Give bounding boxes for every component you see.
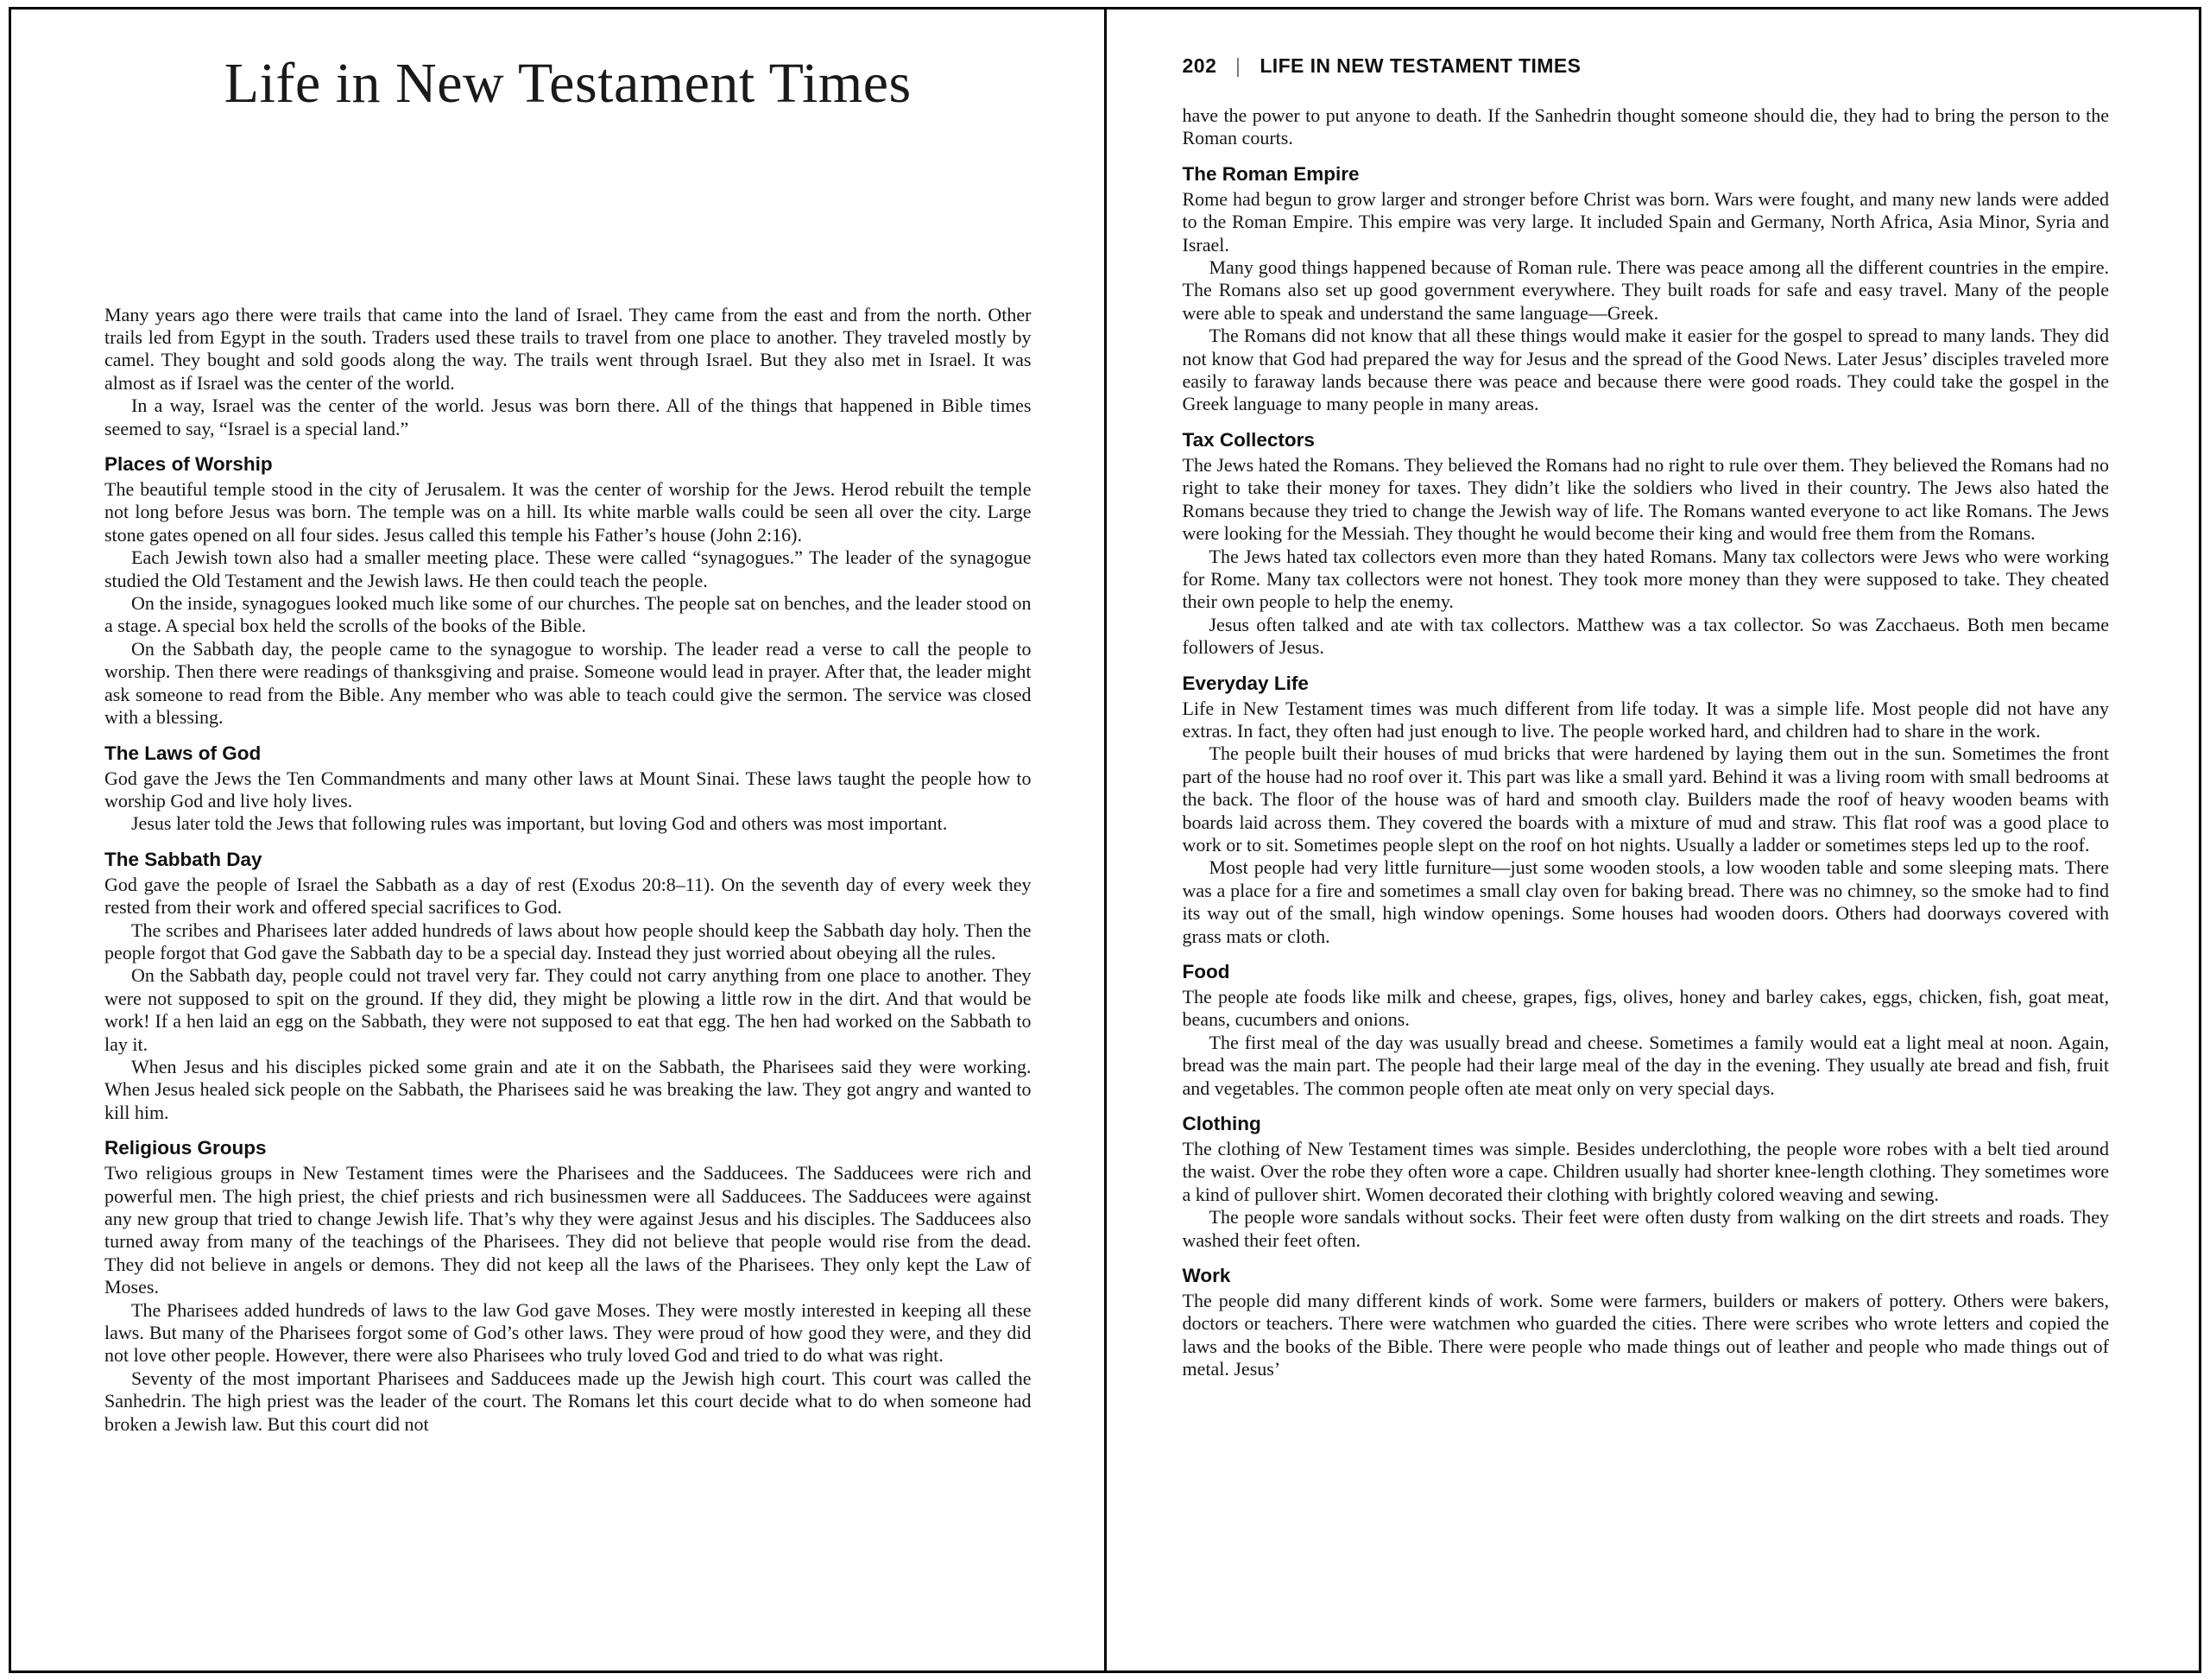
page-title: Life in New Testament Times <box>224 52 912 115</box>
paragraph: have the power to put anyone to death. If the Sanhedrin thought someone should die, they had to bring the person to the Roman courts. <box>1182 104 2109 149</box>
paragraph: Most people had very little furniture—just some wooden stools, a low wooden table and some sleeping mats. There was a place for a fire and sometimes a small clay oven for baking bread. There was no chimney, so the smoke had to find its way out of the small, high window openings. Some houses had wooden doors. Others had doorways covered with grass mats or cloth. <box>1182 856 2109 947</box>
paragraph: Seventy of the most important Pharisees and Sadducees made up the Jewish high court. This court was called the Sanhedrin. The high priest was the leader of the court. The Romans let this court decide what to do when someone had broken a Jewish law. But this court did not <box>104 1367 1032 1435</box>
book-spread <box>9 7 2201 1673</box>
paragraph: Many years ago there were trails that came into the land of Israel. They came from the east and from the north. Other trails led from Egypt in the south. Traders used these trails to travel from one place to another. They traveled mostly by camel. They bought and sold goods along the way. The trails went through Israel. But they also met in Israel. It was almost as if Israel was the center of the world. <box>104 303 1032 394</box>
paragraph: Jesus later told the Jews that following rules was important, but loving God and others was most important. <box>131 812 948 835</box>
article-section <box>104 452 1032 729</box>
paragraph: God gave the Jews the Ten Commandments and many other laws at Mount Sinai. These laws taught the people how to worship God and live holy lives. <box>104 767 1032 812</box>
paragraph: The Pharisees added hundreds of laws to the law God gave Moses. They were mostly interested in keeping all these laws. But many of the Pharisees forgot some of God’s other laws. They were proud of how good they were, and they did not love other people. However, there were also Pharisees who truly loved God and tried to do what was right. <box>104 1298 1032 1367</box>
article-section <box>104 1136 1032 1436</box>
paragraph: On the inside, synagogues looked much like some of our churches. The people sat on benches, and the leader stood on a stage. A special box held the scrolls of the books of the Bible. <box>104 592 1032 637</box>
section-heading: Clothing <box>1182 1113 1261 1135</box>
article-section <box>1183 1112 2110 1252</box>
left-article-body <box>104 304 1032 1436</box>
paragraph: The people wore sandals without socks. Their feet were often dusty from walking on the dirt streets and roads. They washed their feet often. <box>1182 1206 2109 1251</box>
paragraph: Two religious groups in New Testament times were the Pharisees and the Sadducees. The Sadducees were rich and powerful men. The high priest, the chief priests and rich businessmen were all Sadducees. The Sadducees were against any new group that tried to change Jewish life. That’s why they were against Jesus and his disciples. The Sadducees also turned away from many of the teachings of the Pharisees. They did not believe that people would rise from the dead. They did not believe in angels or demons. They did not keep all the laws of the Pharisees. They only kept the Law of Moses. <box>104 1162 1032 1298</box>
section-heading: Work <box>1182 1265 1231 1287</box>
paragraph: On the Sabbath day, people could not travel very far. They could not carry anything from one place to another. They were not supposed to spit on the ground. If they did, they might be plowing a little row in the dirt. And that would be work! If a hen laid an egg on the Sabbath, they were not supposed to eat that egg. The hen had worked on the Sabbath to lay it. <box>104 964 1032 1055</box>
article-section <box>1183 162 2110 416</box>
page-number: 202 <box>1182 54 1217 77</box>
section-heading: Food <box>1182 961 1230 982</box>
article-section <box>1183 960 2110 1100</box>
section-heading: Places of Worship <box>104 453 273 476</box>
section-heading: Everyday Life <box>1182 672 1309 694</box>
paragraph: Many good things happened because of Roman rule. There was peace among all the different countries in the empire. The Romans also set up good government everywhere. They built roads for safe and easy travel. Many of the people were able to speak and understand the same language—Greek. <box>1182 256 2109 324</box>
page-left <box>11 9 1104 1671</box>
paragraph: The scribes and Pharisees later added hundreds of laws about how people should keep the Sabbath day holy. Then the people forgot that God gave the Sabbath day to be a special day. Instead they just worried about obeying all the rules. <box>104 919 1032 963</box>
paragraph: Jesus often talked and ate with tax collectors. Matthew was a tax collector. So was Zacchaeus. Both men became followers of Jesus. <box>1182 613 2109 659</box>
paragraph: The Romans did not know that all these things would make it easier for the gospel to spread to many lands. They did not know that God had prepared the way for Jesus and the spread of the Good News. Later Jesus’ disciples traveled more easily to faraway lands because there was peace and because there were good roads. They could take the gospel in the Greek language to many people in many areas. <box>1182 325 2109 415</box>
article-section <box>1183 672 2110 948</box>
header-separator: | <box>1236 54 1241 77</box>
paragraph: The people built their houses of mud bricks that were hardened by laying them out in the sun. Sometimes the front part of the house had no roof over it. This part was like a small yard. Behind it was a living room with small bedrooms at the back. The floor of the house was of hard and smooth clay. Builders made the roof of heavy wooden beams with boards laid across them. They covered the boards with a mixture of mud and straw. This flat roof was a good place to work or to sit. Sometimes people slept on the roof on hot nights. Usually a ladder or sometimes steps led up to the roof. <box>1182 742 2109 856</box>
paragraph: The people did many different kinds of work. Some were farmers, builders or makers of pottery. Others were bakers, doctors or teachers. There were watchmen who guarded the cities. There were scribes who wrote letters and copied the laws and the books of the Bible. There were people who made things out of leather and people who made things out of metal. Jesus’ <box>1182 1290 2109 1380</box>
paragraph: Rome had begun to grow larger and stronger before Christ was born. Wars were fought, and many new lands were added to the Roman Empire. This empire was very large. It included Spain and Germany, North Africa, Asia Minor, Syria and Israel. <box>1182 187 2109 256</box>
section-heading: The Laws of God <box>104 742 262 764</box>
section-heading: Tax Collectors <box>1182 428 1315 451</box>
running-header <box>1183 53 2110 79</box>
section-heading: The Roman Empire <box>1182 162 1360 185</box>
section-heading: Religious Groups <box>104 1137 267 1159</box>
paragraph: In a way, Israel was the center of the world. Jesus was born there. All of the things that happened in Bible times seemed to say, “Israel is a special land.” <box>104 395 1032 439</box>
article-section <box>104 742 1032 836</box>
paragraph: The beautiful temple stood in the city of Jerusalem. It was the center of worship for the Jews. Herod rebuilt the temple not long before Jesus was born. The temple was on a hill. Its white marble walls could be seen all over the city. Large stone gates opened on all four sides. Jesus called this temple his Father’s house (John 2:16). <box>104 478 1032 546</box>
article-section <box>104 848 1032 1124</box>
article-section <box>104 304 1032 440</box>
paragraph: Life in New Testament times was much different from life today. It was a simple life. Most people did not have any extras. In fact, they often had just enough to live. The people worked hard, and children had to share in the work. <box>1182 697 2109 742</box>
paragraph: The people ate foods like milk and cheese, grapes, figs, olives, honey and barley cakes, eggs, chicken, fish, goat meat, beans, cucumbers and onions. <box>1182 986 2109 1031</box>
article-section <box>1183 1264 2110 1381</box>
paragraph: The clothing of New Testament times was simple. Besides underclothing, the people wore robes with a belt tied around the waist. Over the robe they often wore a cape. Children usually had shorter knee-length clothing. They sometimes wore a kind of pullover shirt. Women decorated their clothing with brightly colored weaving and sewing. <box>1182 1138 2109 1205</box>
running-title: LIFE IN NEW TESTAMENT TIMES <box>1260 54 1582 77</box>
page-right <box>1107 9 2200 1671</box>
paragraph: The Jews hated tax collectors even more than they hated Romans. Many tax collectors were Jews who were working for Rome. Many tax collectors were not honest. They took more money than they were supposed to take. They cheated their own people to help the enemy. <box>1182 545 2109 613</box>
article-section <box>1183 428 2110 660</box>
right-article-body <box>1183 104 2110 1381</box>
section-heading: The Sabbath Day <box>104 848 262 870</box>
paragraph: The Jews hated the Romans. They believed the Romans had no right to rule over them. They believed the Romans had no right to take their money for taxes. They didn’t like the soldiers who lived in their country. The Jews also hated the Romans because they tried to change the Jewish way of life. The Romans wanted everyone to act like Romans. The Jews were looking for the Messiah. They thought he would become their king and would free them from the Romans. <box>1182 453 2109 545</box>
paragraph: Each Jewish town also had a smaller meeting place. These were called “synagogues.” The leader of the synagogue studied the Old Testament and the Jewish laws. He then could teach the people. <box>104 546 1032 591</box>
paragraph: God gave the people of Israel the Sabbath as a day of rest (Exodus 20:8–11). On the seventh day of every week they rested from their work and offered special sacrifices to God. <box>104 873 1032 919</box>
paragraph: The first meal of the day was usually bread and cheese. Sometimes a family would eat a light meal at noon. Again, bread was the main part. The people had their large meal of the day in the evening. They usually ate bread and fish, fruit and vegetables. The common people often ate meat only on very special days. <box>1182 1031 2109 1099</box>
paragraph: When Jesus and his disciples picked some grain and ate it on the Sabbath, the Pharisees said they were working. When Jesus healed sick people on the Sabbath, the Pharisees said he was breaking the law. They got angry and wanted to kill him. <box>104 1055 1032 1123</box>
paragraph: On the Sabbath day, the people came to the synagogue to worship. The leader read a verse to call the people to worship. Then there were readings of thanksgiving and praise. Someone would lead in prayer. After that, the leader might ask someone to read from the Bible. Any member who was able to teach could give the sermon. The service was closed with a blessing. <box>104 637 1032 729</box>
article-section <box>1183 104 2110 150</box>
